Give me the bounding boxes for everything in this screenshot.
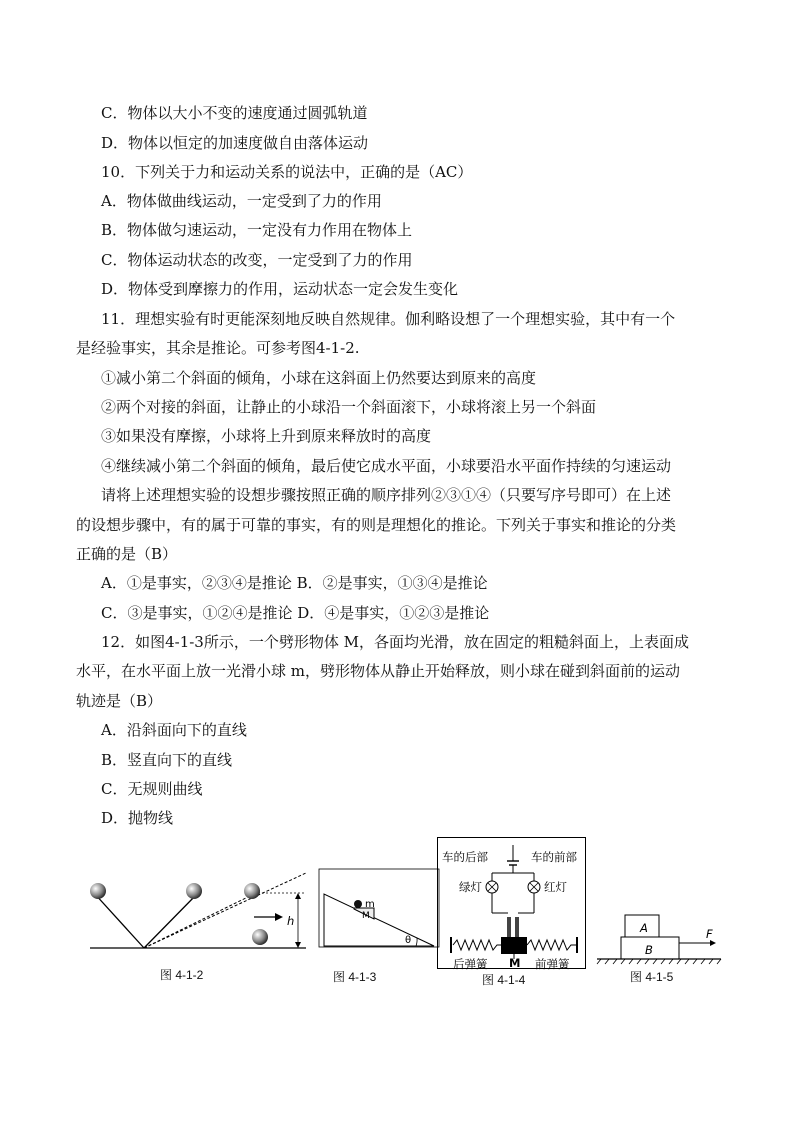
caption-4-1-4: 图 4-1-4 (482, 973, 526, 987)
q11-instruction-line3: 正确的是（B） (76, 545, 178, 563)
steep-right-incline (144, 893, 198, 948)
figure-4-1-2 (70, 865, 310, 960)
question-10: 10．下列关于力和运动关系的说法中，正确的是（AC） (101, 163, 473, 181)
fixed-incline (324, 894, 434, 946)
q12-option-a: A．沿斜面向下的直线 (101, 721, 247, 739)
caption-4-1-2: 图 4-1-2 (160, 968, 204, 982)
ball-m (354, 900, 362, 908)
label-theta: θ (405, 935, 412, 946)
q11-options-ab: A．①是事实，②③④是推论 B．②是事实，①③④是推论 (101, 574, 488, 592)
label-A: A (640, 921, 648, 935)
q10-option-c: C．物体运动状态的改变，一定受到了力的作用 (101, 251, 413, 269)
label-mass-M: M (509, 956, 521, 970)
q11-step-3: ③如果没有摩擦，小球将上升到原来释放时的高度 (101, 427, 432, 445)
mass-M-block (501, 937, 527, 954)
question-11-line1: 11．理想实验有时更能深刻地反映自然规律。伽利略设想了一个理想实验，其中有一个 (101, 310, 676, 328)
left-contact (507, 917, 511, 937)
q10-option-a: A．物体做曲线运动，一定受到了力的作用 (101, 192, 382, 210)
label-M: M (362, 911, 370, 921)
ball-start (90, 883, 106, 899)
right-contact (515, 917, 519, 937)
q12-option-d: D．抛物线 (101, 809, 174, 827)
front-spring (527, 940, 577, 950)
caption-4-1-3: 图 4-1-3 (333, 970, 377, 984)
label-red-lamp: 红灯 (544, 880, 567, 894)
question-12-line2: 水平，在水平面上放一光滑小球 m，劈形物体从静止开始释放，则小球在碰到斜面前的运动 (76, 662, 680, 680)
figure-4-1-5 (595, 905, 725, 965)
label-rear-spring: 后弹簧 (453, 957, 488, 971)
q11-step-1: ①减小第二个斜面的倾角，小球在这斜面上仍然要达到原来的高度 (101, 369, 537, 387)
middle-incline (144, 893, 256, 948)
caption-4-1-5: 图 4-1-5 (630, 970, 674, 984)
ball-middle (244, 883, 260, 899)
label-F: F (706, 927, 713, 941)
question-12-line3: 轨迹是（B） (76, 692, 163, 710)
q11-options-cd: C．③是事实，①②④是推论 D．④是事实，①②③是推论 (101, 604, 490, 622)
label-B: B (645, 943, 653, 957)
figure-4-1-3 (318, 868, 440, 954)
q11-instruction-line2: 的设想步骤中，有的属于可靠的事实，有的则是理想化的推论。下列关于事实和推论的分类 (76, 516, 677, 534)
label-car-rear: 车的后部 (442, 850, 488, 864)
label-car-front: 车的前部 (531, 850, 577, 864)
ball-steep (186, 883, 202, 899)
label-green-lamp: 绿灯 (459, 880, 482, 894)
label-front-spring: 前弹簧 (535, 957, 570, 971)
left-incline (94, 893, 144, 948)
q12-option-c: C．无规则曲线 (101, 780, 203, 798)
q11-step-4: ④继续减小第二个斜面的倾角，最后使它成水平面，小球要沿水平面作持续的匀速运动 (101, 457, 672, 475)
q11-instruction-line1: 请将上述理想实验的设想步骤按照正确的顺序排列②③①④（只要写序号即可）在上述 (101, 486, 672, 504)
option-c-circular-motion: C．物体以大小不变的速度通过圆弧轨道 (101, 104, 368, 122)
question-12-line1: 12．如图4-1-3所示，一个劈形物体 M，各面均光滑，放在固定的粗糙斜面上，上表面成 (101, 633, 689, 651)
rear-spring (453, 940, 501, 950)
question-11-line2: 是经验事实，其余是推论。可参考图4-1-2. (76, 339, 360, 357)
q11-step-2: ②两个对接的斜面，让静止的小球沿一个斜面滚下，小球将滚上另一个斜面 (101, 398, 597, 416)
figure-4-1-4 (437, 837, 587, 987)
ball-horizontal (252, 929, 268, 945)
q12-option-b: B．竖直向下的直线 (101, 751, 233, 769)
q10-option-b: B．物体做匀速运动，一定没有力作用在物体上 (101, 221, 413, 239)
shallow-incline (144, 873, 306, 948)
label-m: m (365, 899, 375, 910)
ground-hatching (597, 959, 721, 964)
option-d-free-fall: D．物体以恒定的加速度做自由落体运动 (101, 134, 369, 152)
q10-option-d: D．物体受到摩擦力的作用，运动状态一定会发生变化 (101, 280, 459, 298)
height-label: h (287, 914, 295, 928)
